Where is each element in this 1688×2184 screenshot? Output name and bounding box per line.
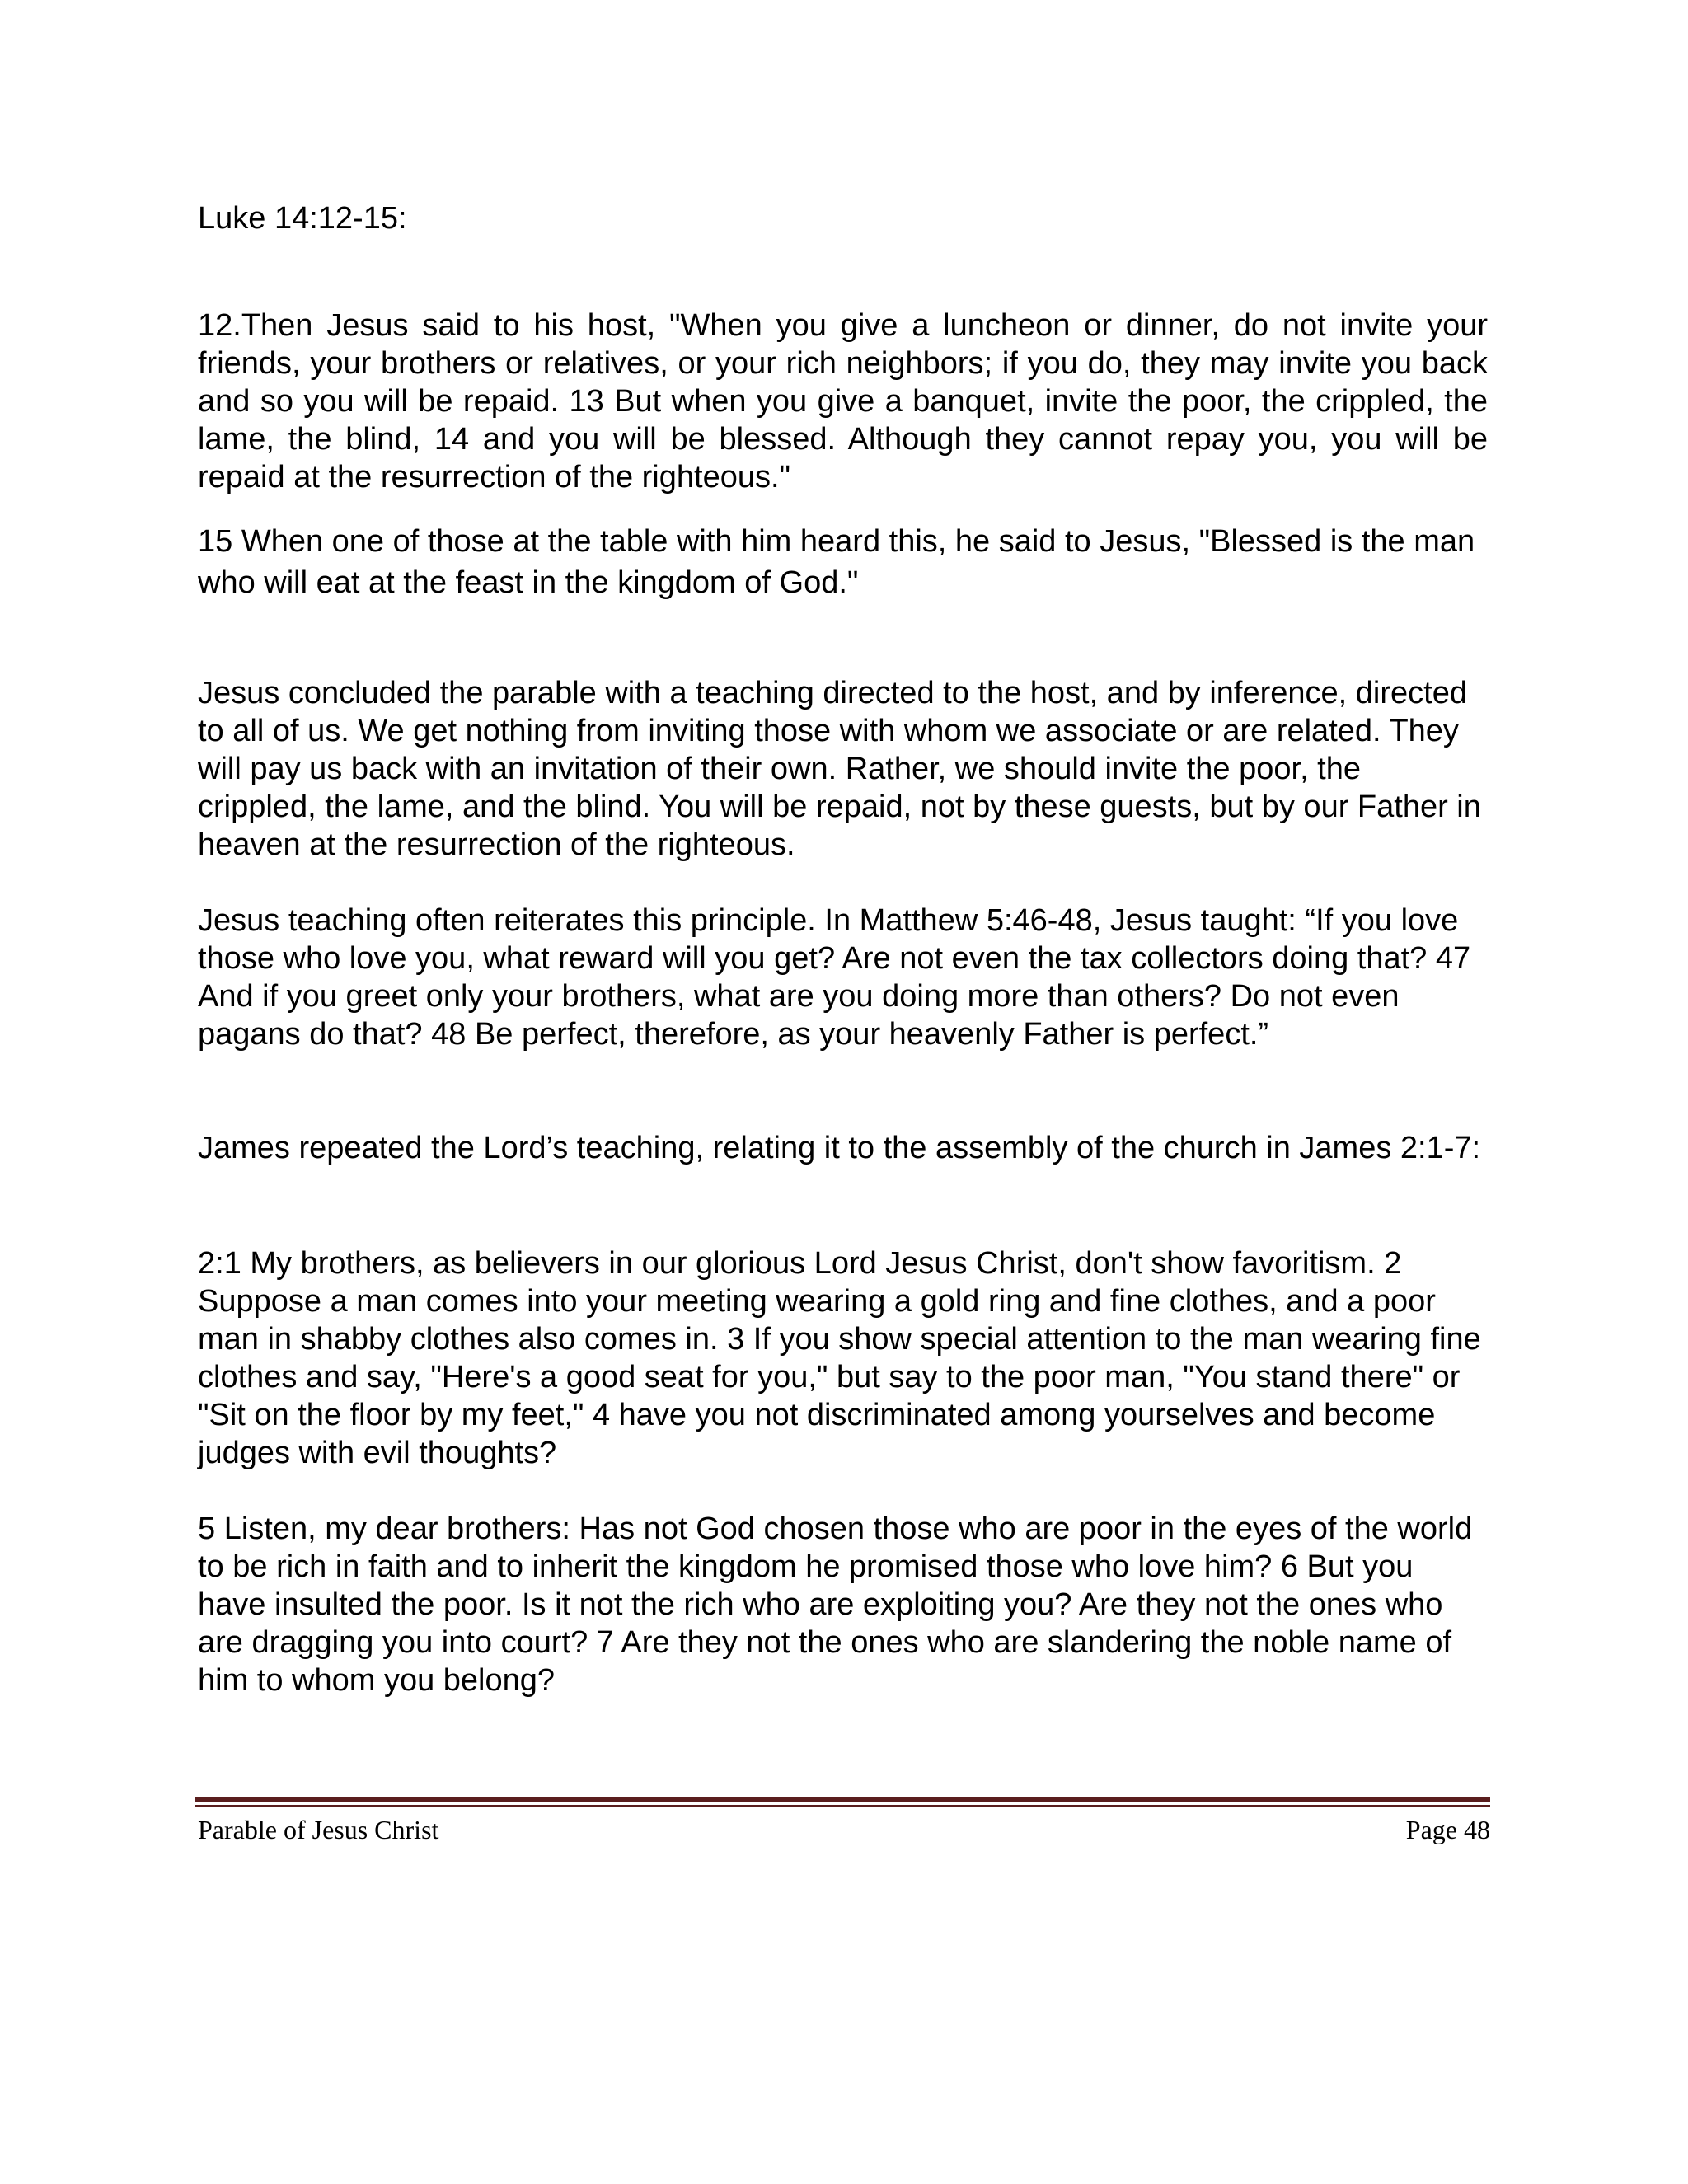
scripture-paragraph-luke-12-14: 12.Then Jesus said to his host, "When you give a luncheon or dinner, do not invite your friends, your brothers or relatives, or your rich neighbors; if you do, they may invite you back and so you will be repaid. 13 But when you give a banquet, invite the poor, the crippled, the lame, the blind, 14 and you will be blessed. Although they cannot repay you, you will be repaid at the resurrection of the righteous." <box>198 308 1488 494</box>
scripture-paragraph-james-5-7: 5 Listen, my dear brothers: Has not God chosen those who are poor in the eyes of the world to be rich in faith and to inherit the kingdom he promised those who love him? 6 But you have insulted the poor. Is it not the rich who are exploiting you? Are they not the ones who are dragging you into court? 7 Are they not the ones who are slandering the noble name of him to whom you belong? <box>198 1511 1473 1698</box>
footer-page-number: Page 48 <box>1405 1815 1490 1844</box>
footer-book-title: Parable of Jesus Christ <box>198 1815 439 1844</box>
commentary-paragraph-matthew: Jesus teaching often reiterates this principle. In Matthew 5:46-48, Jesus taught: “If you love those who love you, what reward will you get? Are not even the tax collectors doing that? 47 And if you greet only your brothers, what are you doing more than others? Do not even pagans do that? 48 Be perfect, therefore, as your heavenly Father is perfect.” <box>198 903 1471 1052</box>
commentary-paragraph-james-intro: James repeated the Lord’s teaching, relating it to the assembly of the church in James 2:1-7: <box>198 1131 1481 1165</box>
passage-heading: Luke 14:12-15: <box>198 201 407 236</box>
commentary-paragraph-conclusion: Jesus concluded the parable with a teaching directed to the host, and by inference, directed to all of us. We get nothing from inviting those with whom we associate or are related. They will pay us back with an invitation of their own. Rather, we should invite the poor, the crippled, the lame, and the blind. You will be repaid, not by these guests, but by our Father in heaven at the resurrection of the righteous. <box>198 676 1481 862</box>
scripture-paragraph-james-1-4: 2:1 My brothers, as believers in our glorious Lord Jesus Christ, don't show favoritism. 2 Suppose a man comes into your meeting wearing a gold ring and fine clothes, and a poor man in shabby clothes also comes in. 3 If you show special attention to the man wearing fine clothes and say, "Here's a good seat for you," but say to the poor man, "You stand there" or "Sit on the floor by my feet," 4 have you not discriminated among yourselves and become judges with evil thoughts? <box>198 1246 1481 1470</box>
footer-divider-thick <box>195 1797 1490 1802</box>
footer-divider-thin <box>195 1805 1490 1807</box>
scripture-paragraph-luke-15: 15 When one of those at the table with him heard this, he said to Jesus, "Blessed is the man who will eat at the feast in the kingdom of God." <box>198 524 1475 600</box>
